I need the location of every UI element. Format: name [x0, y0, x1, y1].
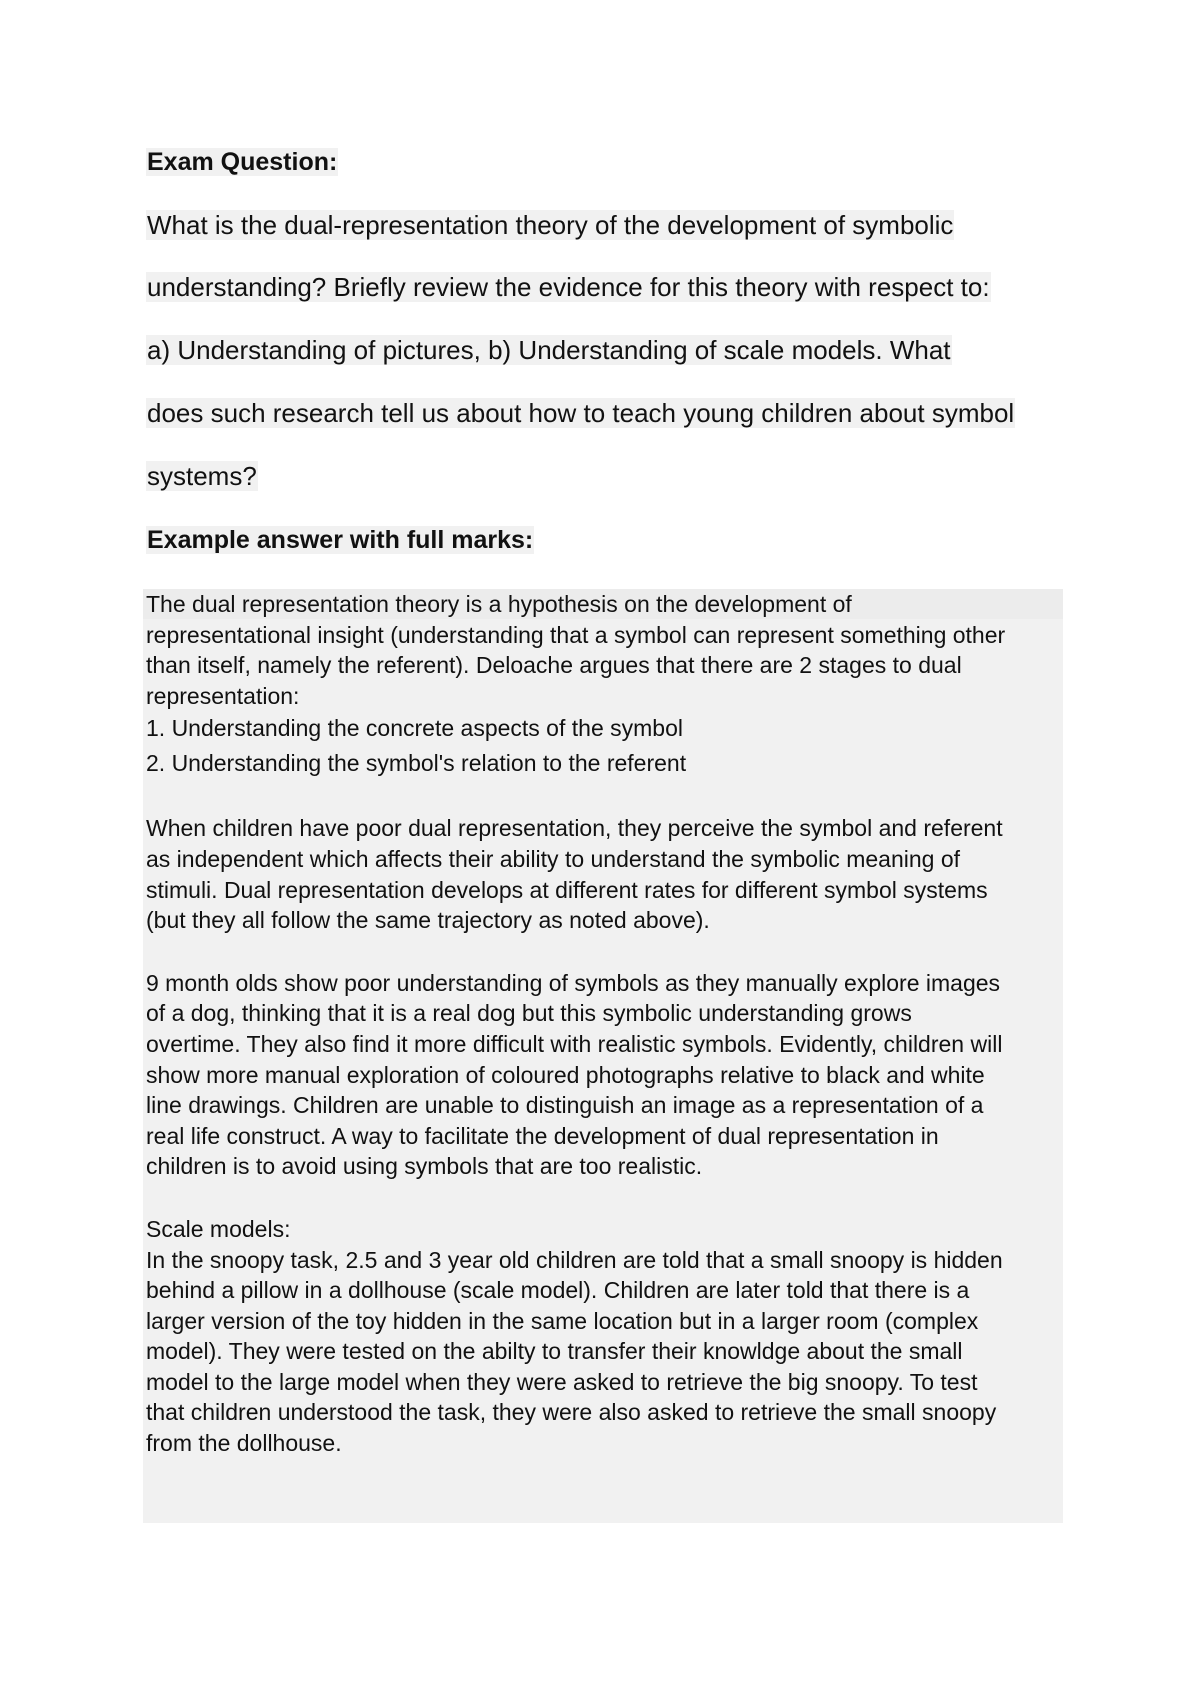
question-line: does such research tell us about how to teach young children about symbol	[147, 398, 1015, 428]
answer-intro-line: than itself, namely the referent). Deloache argues that there are 2 stages to dual	[146, 652, 962, 679]
scale-models-line: from the dollhouse.	[146, 1430, 342, 1457]
answer-intro-line: representation:	[146, 682, 300, 709]
answer-box	[143, 589, 1063, 1523]
scale-models-line: model). They were tested on the abilty to transfer their knowldge about the small	[146, 1338, 963, 1365]
poor-dual-representation-line: (but they all follow the same trajectory as noted above).	[146, 907, 710, 934]
example-answer-heading: Example answer with full marks:	[147, 526, 534, 554]
scale-models-heading: Scale models:	[146, 1215, 291, 1242]
paragraph-gap	[146, 1182, 1062, 1214]
pictures-evidence-line: real life construct. A way to facilitate the development of dual representation in	[146, 1122, 939, 1149]
pictures-evidence-line: of a dog, thinking that it is a real dog but this symbolic understanding grows	[146, 1000, 912, 1027]
scale-models-line: In the snoopy task, 2.5 and 3 year old children are told that a small snoopy is hidden	[146, 1246, 1003, 1273]
pictures-evidence-line: children is to avoid using symbols that are too realistic.	[146, 1153, 703, 1180]
stage-list-item: 2. Understanding the symbol's relation to the referent	[146, 750, 687, 777]
pictures-evidence-line: show more manual exploration of coloured photographs relative to black and white	[146, 1061, 985, 1088]
scale-models-line: larger version of the toy hidden in the same location but in a larger room (complex	[146, 1307, 979, 1334]
paragraph-gap	[146, 781, 1062, 813]
question-line: a) Understanding of pictures, b) Understanding of scale models. What	[147, 335, 951, 365]
question-line: understanding? Briefly review the evidence for this theory with respect to:	[147, 272, 990, 302]
answer-intro-line: The dual representation theory is a hypothesis on the development of	[146, 591, 852, 617]
scale-models-line: model to the large model when they were asked to retrieve the big snoopy. To test	[146, 1368, 978, 1395]
poor-dual-representation-line: as independent which affects their ability to understand the symbolic meaning of	[146, 845, 961, 872]
exam-question-heading: Exam Question:	[147, 148, 338, 176]
answer-text	[146, 589, 1062, 1459]
poor-dual-representation-line: stimuli. Dual representation develops at different rates for different symbol systems	[146, 876, 988, 903]
scale-models-line: that children understood the task, they were also asked to retrieve the small snoopy	[146, 1399, 997, 1426]
scale-models-line: behind a pillow in a dollhouse (scale model). Children are later told that there is a	[146, 1277, 970, 1304]
pictures-evidence-line: line drawings. Children are unable to distinguish an image as a representation of a	[146, 1092, 984, 1119]
answer-intro-line: representational insight (understanding that a symbol can represent something other	[146, 621, 1006, 648]
question-line: systems?	[147, 461, 257, 491]
question-line: What is the dual-representation theory of the development of symbolic	[147, 210, 954, 240]
pictures-evidence-line: 9 month olds show poor understanding of symbols as they manually explore images	[146, 969, 1001, 996]
pictures-evidence-line: overtime. They also find it more difficult with realistic symbols. Evidently, children will	[146, 1030, 1003, 1057]
stage-list-item: 1. Understanding the concrete aspects of the symbol	[146, 715, 683, 742]
paragraph-gap	[146, 936, 1062, 968]
poor-dual-representation-line: When children have poor dual representation, they perceive the symbol and referent	[146, 815, 1003, 842]
